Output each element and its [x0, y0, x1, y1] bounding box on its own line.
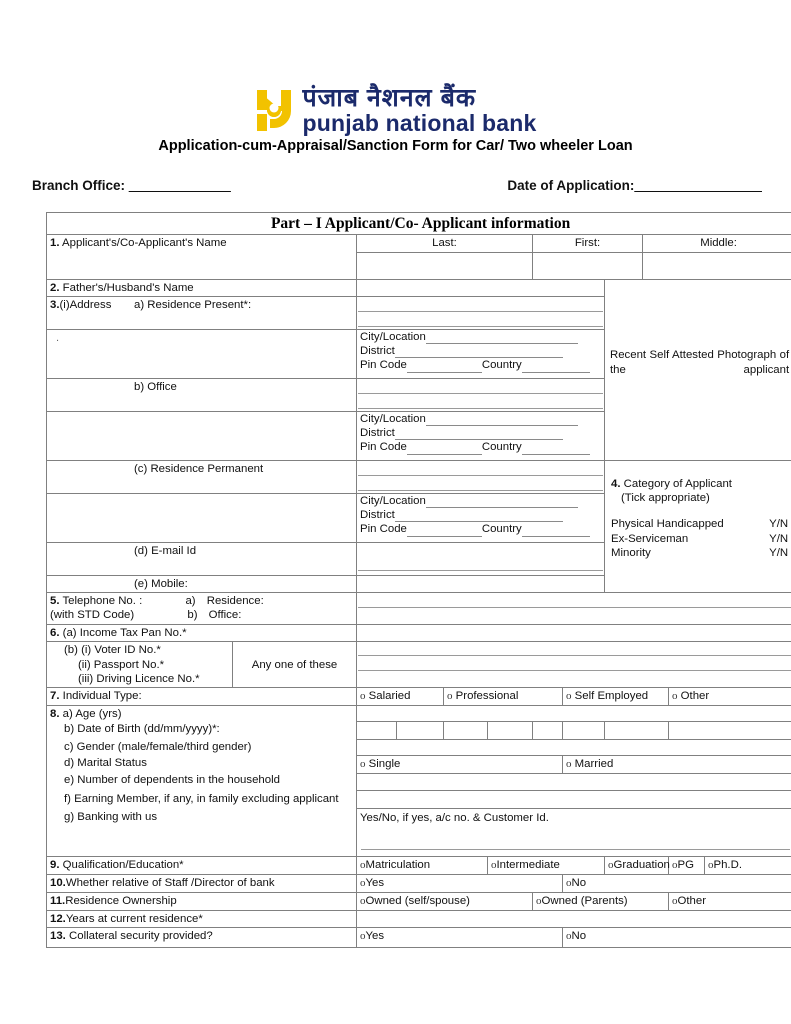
branch-date-line — [32, 178, 762, 193]
office-line-1[interactable] — [358, 380, 603, 394]
present-pin-country-field[interactable] — [360, 358, 601, 372]
telephone-std-note: (with STD Code) — [50, 609, 135, 622]
passport-label: (ii) Passport No.* — [78, 658, 165, 671]
name-last-header: Last: — [357, 235, 533, 252]
category-value[interactable]: Y/N — [769, 518, 789, 531]
date-of-application-label: Date of Application: — [507, 178, 635, 193]
present-district-field[interactable] — [360, 344, 601, 358]
id-proof-inputs[interactable] — [357, 642, 791, 688]
radio-icon[interactable]: o — [491, 859, 497, 872]
driving-licence-label: (iii) Driving Licence No.* — [78, 672, 200, 685]
category-subtitle: (Tick appropriate) — [621, 492, 710, 505]
address-present-label — [47, 296, 357, 329]
table-row — [47, 625, 791, 642]
pin-input[interactable] — [407, 361, 482, 373]
radio-icon[interactable]: o — [708, 859, 714, 872]
row-number: 12. — [50, 912, 66, 925]
address-dot: . — [56, 331, 60, 344]
table-row — [47, 790, 791, 808]
qualification-option-graduation[interactable] — [605, 857, 669, 875]
city-label: City/Location — [360, 412, 426, 425]
row-label-text: Qualification/Education* — [62, 859, 184, 872]
radio-icon[interactable]: o — [360, 929, 366, 942]
permanent-district-field[interactable] — [360, 508, 601, 522]
email-line[interactable] — [358, 557, 603, 571]
option-label: Professional — [455, 690, 519, 703]
earning-member-input[interactable] — [357, 790, 791, 808]
address-permanent-sublabel: (c) Residence Permanent — [134, 462, 264, 475]
city-input[interactable] — [426, 414, 578, 426]
individual-type-option-salaried[interactable] — [357, 688, 444, 706]
branch-office-input[interactable]: ____________ — [128, 178, 231, 193]
city-input[interactable] — [426, 496, 578, 508]
category-label: Physical Handicapped — [611, 518, 724, 531]
row-number: 11. — [50, 894, 66, 907]
id-proof-label — [47, 642, 233, 688]
name-middle-header: Middle: — [643, 235, 791, 252]
telephone-office-label: Office: — [208, 609, 242, 622]
years-at-residence-label — [47, 910, 357, 927]
marital-status-label — [47, 756, 357, 774]
telephone-b-marker: b) — [187, 609, 198, 622]
address-permanent-lines[interactable] — [357, 460, 605, 493]
permanent-pin-country-field[interactable] — [360, 522, 601, 536]
district-label: District — [360, 509, 395, 522]
table-row — [47, 740, 791, 756]
category-value[interactable]: Y/N — [769, 532, 789, 545]
category-of-applicant-box — [605, 460, 791, 592]
row-number: 13. — [50, 929, 66, 942]
office-pin-country-field[interactable] — [360, 440, 601, 454]
banking-with-us-label-text: g) Banking with us — [64, 811, 158, 824]
row-label-text: Applicant's/Co-Applicant's Name — [62, 237, 227, 250]
address-line-1[interactable] — [358, 298, 603, 312]
mobile-label — [47, 575, 357, 592]
table-row — [47, 910, 791, 927]
city-input[interactable] — [426, 332, 578, 344]
radio-icon[interactable]: o — [447, 690, 453, 703]
address-present-lines[interactable] — [357, 296, 605, 329]
row-label-text: a) Age (yrs) — [62, 708, 122, 721]
city-label: City/Location — [360, 330, 426, 343]
row-number: 2. — [50, 281, 60, 294]
district-label: District — [360, 427, 395, 440]
option-label: Self Employed — [574, 690, 649, 703]
radio-icon[interactable]: o — [360, 877, 366, 890]
residence-ownership-label — [47, 892, 357, 910]
office-city-field[interactable] — [360, 412, 601, 426]
photograph-box — [605, 279, 791, 460]
option-label: Single — [368, 758, 401, 771]
category-ex-serviceman[interactable] — [611, 532, 788, 546]
name-middle-input[interactable] — [643, 252, 791, 279]
district-input[interactable] — [395, 428, 563, 440]
marital-option-married[interactable] — [563, 756, 791, 774]
table-row — [47, 892, 791, 910]
residence-ownership-option-other[interactable] — [669, 892, 791, 910]
option-label: Intermediate — [496, 859, 560, 872]
table-row — [47, 706, 791, 722]
email-input[interactable] — [357, 542, 605, 575]
dob-label-text: b) Date of Birth (dd/mm/yyyy)*: — [64, 722, 220, 735]
row-label-text: Years at current residence* — [65, 912, 203, 925]
table-row — [47, 460, 791, 493]
district-input[interactable] — [395, 510, 563, 522]
row-number: 1. — [50, 237, 60, 250]
row-label-text: Collateral security provided? — [65, 929, 213, 942]
individual-type-label — [47, 688, 357, 706]
radio-icon[interactable]: o — [360, 859, 366, 872]
country-input[interactable] — [522, 361, 590, 373]
telephone-office-input[interactable] — [358, 610, 791, 622]
dob-cell-4[interactable] — [488, 722, 533, 740]
radio-icon[interactable]: o — [360, 894, 366, 907]
qualification-option-phd[interactable] — [705, 857, 791, 875]
residence-ownership-option-self[interactable] — [357, 892, 533, 910]
table-row — [47, 927, 791, 947]
pin-input[interactable] — [407, 525, 482, 537]
branch-office-label: Branch Office: — [32, 178, 126, 193]
individual-type-option-professional[interactable] — [444, 688, 563, 706]
office-line-2[interactable] — [358, 396, 603, 409]
radio-icon[interactable]: o — [566, 758, 572, 771]
dob-cell-5[interactable] — [533, 722, 563, 740]
banking-line[interactable] — [361, 836, 790, 850]
name-first-header: First: — [533, 235, 643, 252]
category-value[interactable]: Y/N — [769, 546, 789, 559]
address-permanent-spacer — [47, 493, 357, 542]
address-present-spacer — [47, 329, 357, 378]
district-label: District — [360, 345, 395, 358]
bank-name-english: punjab national bank — [302, 110, 537, 136]
telephone-a-marker: a) — [185, 595, 196, 608]
country-label: Country — [481, 359, 522, 372]
residence-ownership-option-parents[interactable] — [533, 892, 669, 910]
table-row — [47, 756, 791, 774]
radio-icon[interactable]: o — [566, 929, 572, 942]
bank-name-hindi: पंजाब नैशनल बैंक — [302, 84, 477, 112]
name-first-input[interactable] — [533, 252, 643, 279]
driving-licence-input[interactable] — [358, 673, 791, 685]
country-input[interactable] — [522, 443, 590, 455]
table-row — [47, 722, 791, 740]
relative-of-staff-option-no[interactable] — [563, 875, 791, 893]
table-row — [47, 279, 791, 296]
option-label: Yes — [365, 877, 385, 890]
district-input[interactable] — [395, 346, 563, 358]
telephone-residence-label: Residence: — [206, 595, 264, 608]
individual-type-option-self-employed[interactable] — [563, 688, 669, 706]
option-label: Salaried — [368, 690, 411, 703]
option-label: Owned (Parents) — [541, 894, 628, 907]
address-line-2[interactable] — [358, 314, 603, 327]
present-city-field[interactable] — [360, 330, 601, 344]
pnb-logo-icon — [254, 88, 294, 133]
marital-status-label-text: d) Marital Status — [64, 756, 147, 769]
telephone-line-2 — [50, 608, 353, 622]
row-number: 8. — [50, 708, 60, 721]
pan-label — [47, 625, 357, 642]
category-minority[interactable] — [611, 546, 788, 560]
dob-cell-3[interactable] — [444, 722, 488, 740]
collateral-option-yes[interactable] — [357, 927, 563, 947]
row-label-text: (a) Income Tax Pan No.* — [62, 627, 187, 640]
row-label-text: Individual Type: — [62, 690, 142, 703]
row-label-text: Whether relative of Staff /Director of bank — [65, 877, 275, 890]
dob-cell-6[interactable] — [563, 722, 605, 740]
date-of-application-field — [507, 178, 762, 193]
table-row — [47, 875, 791, 893]
country-input[interactable] — [522, 525, 590, 537]
address-permanent-label — [47, 460, 357, 493]
row-number: 10. — [50, 877, 66, 890]
option-label: Other — [677, 894, 706, 907]
radio-icon[interactable]: o — [360, 690, 366, 703]
radio-icon[interactable]: o — [672, 690, 678, 703]
email-sublabel: (d) E-mail Id — [134, 544, 197, 557]
row-label-text: Father's/Husband's Name — [62, 281, 194, 294]
address-present-city-block[interactable] — [357, 329, 605, 378]
row-label-text: Telephone No. : — [62, 595, 143, 608]
address-office-city-block[interactable] — [357, 411, 605, 460]
pan-input[interactable] — [357, 625, 791, 642]
option-label: Yes — [365, 929, 385, 942]
table-row — [47, 213, 791, 235]
age-label — [47, 706, 357, 722]
table-row — [47, 642, 791, 688]
table-row — [47, 593, 791, 625]
collateral-option-no[interactable] — [563, 927, 791, 947]
country-label: Country — [481, 523, 522, 536]
radio-icon[interactable]: o — [360, 758, 366, 771]
banking-with-us-input[interactable] — [357, 808, 791, 857]
qualification-option-pg[interactable] — [669, 857, 705, 875]
relative-of-staff-label — [47, 875, 357, 893]
permanent-line-2[interactable] — [358, 478, 603, 491]
pin-input[interactable] — [407, 443, 482, 455]
option-label: No — [571, 929, 587, 942]
photograph-instruction: Recent Self Attested Photograph of the applicant — [610, 349, 790, 376]
telephone-residence-input[interactable] — [358, 594, 791, 608]
banking-note: Yes/No, if yes, a/c no. & Customer Id. — [360, 811, 549, 824]
pin-label: Pin Code — [360, 441, 407, 454]
passport-input[interactable] — [358, 658, 791, 671]
dependents-input[interactable] — [357, 773, 791, 790]
category-label: Minority — [611, 546, 651, 559]
address-permanent-city-block[interactable] — [357, 493, 605, 542]
city-label: City/Location — [360, 494, 426, 507]
option-label: PG — [677, 859, 694, 872]
marital-option-single[interactable] — [357, 756, 563, 774]
option-label: Matriculation — [365, 859, 431, 872]
row-label-text: Residence Ownership — [65, 894, 177, 907]
relative-of-staff-option-yes[interactable] — [357, 875, 563, 893]
gender-input[interactable] — [357, 740, 791, 756]
earning-member-label-text: f) Earning Member, if any, in family excluding applicant — [64, 793, 339, 806]
table-row — [47, 857, 791, 875]
dob-cell-1[interactable] — [357, 722, 397, 740]
gender-label-text: c) Gender (male/female/third gender) — [64, 740, 252, 753]
any-one-of-these-note: Any one of these — [233, 642, 357, 688]
earning-member-label — [47, 790, 357, 808]
option-label: Ph.D. — [713, 859, 742, 872]
date-of-application-input[interactable]: _______________ — [634, 178, 762, 193]
dob-label — [47, 722, 357, 740]
row-number: 7. — [50, 690, 60, 703]
permanent-line-1[interactable] — [358, 462, 603, 476]
radio-icon[interactable]: o — [672, 859, 678, 872]
radio-icon[interactable]: o — [566, 877, 572, 890]
category-title-text: Category of Applicant — [623, 477, 732, 490]
page-title: Application-cum-Appraisal/Sanction Form for Car/ Two wheeler Loan — [158, 138, 633, 154]
collateral-security-label — [47, 927, 357, 947]
dob-cell-8[interactable] — [669, 722, 791, 740]
row-number: 9. — [50, 859, 60, 872]
voter-id-label: (b) (i) Voter ID No.* — [64, 644, 161, 657]
address-present-sublabel: a) Residence Present*: — [134, 299, 252, 312]
dependents-label-text: e) Number of dependents in the household — [64, 774, 280, 787]
category-label: Ex-Serviceman — [611, 532, 689, 545]
table-row — [47, 688, 791, 706]
permanent-city-field[interactable] — [360, 494, 601, 508]
qualification-option-matriculation[interactable] — [357, 857, 488, 875]
address-office-lines[interactable] — [357, 378, 605, 411]
dob-cell-2[interactable] — [397, 722, 444, 740]
dob-cell-7[interactable] — [605, 722, 669, 740]
table-row — [47, 773, 791, 790]
radio-icon[interactable]: o — [536, 894, 542, 907]
qualification-label — [47, 857, 357, 875]
address-office-sublabel: b) Office — [134, 380, 177, 393]
email-label — [47, 542, 357, 575]
qualification-option-intermediate[interactable] — [488, 857, 605, 875]
years-at-residence-input[interactable] — [357, 910, 791, 927]
table-row — [47, 235, 791, 252]
office-district-field[interactable] — [360, 426, 601, 440]
option-label: Other — [680, 690, 710, 703]
dependents-label — [47, 773, 357, 790]
father-husband-name-input[interactable] — [357, 279, 605, 296]
address-office-label — [47, 378, 357, 411]
category-physical-handicapped[interactable] — [611, 517, 788, 531]
applicant-information-table — [46, 212, 791, 948]
option-label: No — [571, 877, 587, 890]
option-label: Graduation — [613, 859, 670, 872]
branch-office-field — [32, 178, 231, 193]
father-husband-name-label — [47, 279, 357, 296]
voter-id-input[interactable] — [358, 643, 791, 656]
row-label-text: (i)Address — [59, 298, 112, 311]
gender-label — [47, 740, 357, 756]
mobile-sublabel: (e) Mobile: — [134, 577, 188, 590]
radio-icon[interactable]: o — [608, 859, 614, 872]
telephone-line-1 — [50, 595, 264, 607]
radio-icon[interactable]: o — [672, 894, 678, 907]
telephone-label — [47, 593, 357, 625]
individual-type-option-other[interactable] — [669, 688, 791, 706]
mobile-input[interactable] — [357, 575, 605, 592]
country-label: Country — [481, 441, 522, 454]
row-number: 6. — [50, 627, 60, 640]
radio-icon[interactable]: o — [566, 690, 572, 703]
part-heading: Part – I Applicant/Co- Applicant information — [47, 213, 791, 235]
option-label: Married — [574, 758, 614, 771]
applicant-name-label — [47, 235, 357, 279]
name-last-input[interactable] — [357, 252, 533, 279]
category-title — [611, 477, 788, 491]
address-office-spacer — [47, 411, 357, 460]
pin-label: Pin Code — [360, 523, 407, 536]
bank-logo-text — [302, 86, 536, 135]
bank-logo — [0, 86, 791, 135]
option-label: Owned (self/spouse) — [365, 894, 470, 907]
pin-label: Pin Code — [360, 359, 407, 372]
age-input[interactable] — [357, 706, 791, 722]
row-number: 3. — [50, 298, 60, 311]
row-number: 4. — [611, 477, 621, 490]
row-number: 5. — [50, 595, 60, 608]
banking-with-us-label — [47, 808, 357, 857]
table-row — [47, 808, 791, 857]
telephone-inputs[interactable] — [357, 593, 791, 625]
